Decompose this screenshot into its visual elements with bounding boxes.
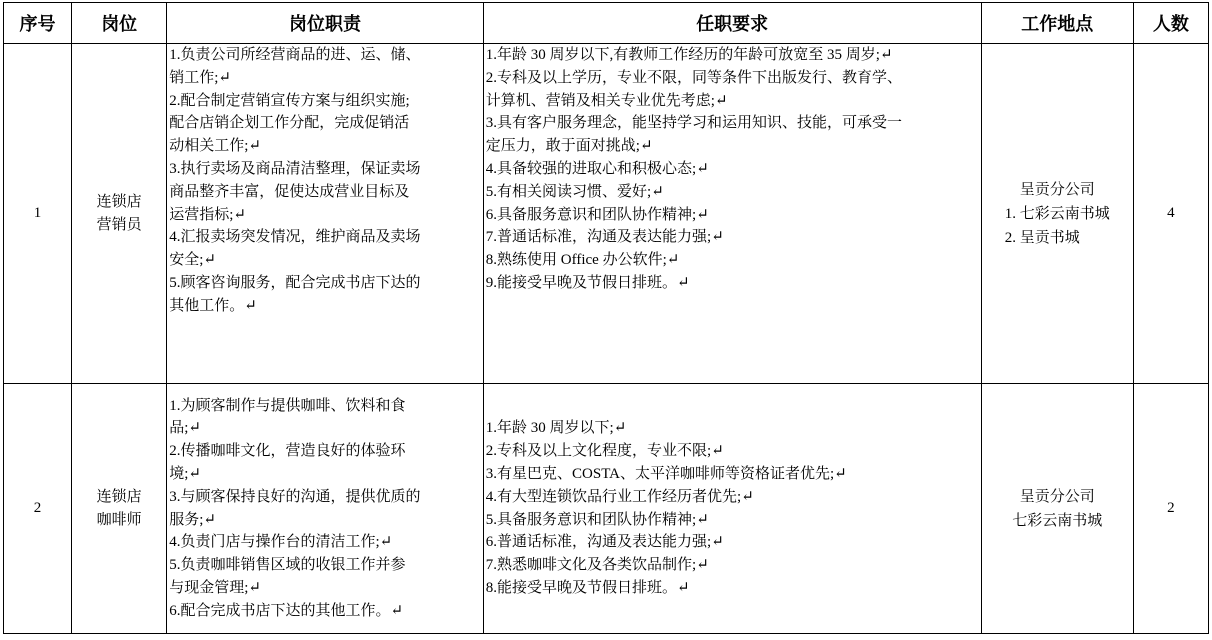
location-item: 1. 七彩云南书城	[1004, 205, 1110, 222]
row-post-name	[72, 44, 167, 384]
location-block	[1012, 485, 1102, 533]
header-count: 人数	[1133, 3, 1208, 44]
requirement-lines	[484, 44, 981, 295]
requirement-line: 7.熟悉咖啡文化及各类饮品制作;↵	[485, 557, 709, 574]
requirement-line: 9.能接受早晚及节假日排班。↵	[485, 274, 690, 291]
location-title: 呈贡分公司	[1019, 181, 1095, 198]
duty-lines	[167, 44, 483, 318]
location-title: 呈贡分公司	[1019, 488, 1095, 505]
requirement-line: 1.年龄 30 周岁以下,有教师工作经历的年龄可放宽至 35 周岁;↵	[485, 47, 893, 63]
duty-line: 安全;↵	[169, 252, 217, 269]
row-count: 2	[1133, 384, 1208, 634]
duty-line: 3.与顾客保持良好的沟通，提供优质的	[169, 488, 421, 505]
row-location	[981, 384, 1133, 634]
location-block	[1005, 178, 1110, 250]
row-requirement	[483, 384, 981, 634]
requirement-line: 8.能接受早晚及节假日排班。↵	[485, 579, 690, 596]
duty-line: 品;↵	[169, 420, 202, 437]
requirement-line: 5.具备服务意识和团队协作精神;↵	[485, 511, 709, 528]
table-header-row	[4, 3, 1209, 44]
duty-line: 服务;↵	[169, 511, 217, 528]
header-duty: 岗位职责	[167, 3, 484, 44]
location-item: 七彩云南书城	[1012, 512, 1103, 529]
requirement-line: 4.具备较强的进取心和积极心态;↵	[485, 160, 709, 177]
duty-line: 商品整齐丰富，促使达成营业目标及	[169, 183, 410, 200]
requirement-line: 5.有相关阅读习惯、爱好;↵	[485, 183, 664, 200]
row-number: 1	[4, 44, 72, 384]
duty-line: 2.传播咖啡文化，营造良好的体验环	[169, 443, 406, 460]
row-location	[981, 44, 1133, 384]
duty-line: 5.负责咖啡销售区域的收银工作并参	[169, 557, 406, 574]
location-item: 2. 呈贡书城	[1004, 229, 1080, 246]
requirement-line: 6.普通话标准，沟通及表达能力强;↵	[485, 534, 724, 551]
requirement-line: 4.有大型连锁饮品行业工作经历者优先;↵	[485, 488, 754, 505]
requirement-line: 7.普通话标准，沟通及表达能力强;↵	[485, 229, 724, 246]
duty-line: 境;↵	[169, 465, 202, 482]
post-label: 连锁店 咖啡师	[96, 489, 142, 528]
job-listing-table	[3, 2, 1209, 634]
table-row	[4, 44, 1209, 384]
duty-line: 配合店销企划工作分配，完成促销活	[169, 115, 410, 132]
requirement-line: 3.具有客户服务理念，能坚持学习和运用知识、技能，可承受一	[485, 115, 903, 132]
duty-line: 6.配合完成书店下达的其他工作。↵	[169, 602, 404, 619]
duty-line: 动相关工作;↵	[169, 138, 262, 155]
requirement-line: 2.专科及以上文化程度，专业不限;↵	[485, 443, 724, 460]
duty-lines	[167, 395, 483, 623]
table-row	[4, 384, 1209, 634]
row-post-name	[72, 384, 167, 634]
duty-line: 其他工作。↵	[169, 297, 257, 314]
row-duty	[167, 44, 484, 384]
duty-line: 5.顾客咨询服务，配合完成书店下达的	[169, 274, 421, 291]
header-location: 工作地点	[981, 3, 1133, 44]
requirement-line: 2.专科及以上学历，专业不限，同等条件下出版发行、教育学、	[485, 69, 903, 86]
duty-line: 2.配合制定营销宣传方案与组织实施;	[169, 92, 410, 109]
requirement-line: 6.具备服务意识和团队协作精神;↵	[485, 206, 709, 223]
duty-line: 1.负责公司所经营商品的进、运、储、	[169, 47, 421, 63]
requirement-line: 定压力，敢于面对挑战;↵	[485, 138, 653, 155]
header-requirement: 任职要求	[483, 3, 981, 44]
duty-line: 3.执行卖场及商品清洁整理，保证卖场	[169, 160, 421, 177]
header-post: 岗位	[72, 3, 167, 44]
duty-line: 运营指标;↵	[169, 206, 247, 223]
row-duty	[167, 384, 484, 634]
requirement-line: 1.年龄 30 周岁以下;↵	[485, 420, 627, 437]
requirement-line: 计算机、营销及相关专业优先考虑;↵	[485, 92, 728, 109]
duty-line: 4.负责门店与操作台的清洁工作;↵	[169, 534, 393, 551]
requirement-lines	[484, 417, 981, 599]
requirement-line: 3.有星巴克、COSTA、太平洋咖啡师等资格证者优先;↵	[485, 465, 847, 482]
row-count: 4	[1133, 44, 1208, 384]
requirement-line: 8.熟练使用 Office 办公软件;↵	[485, 252, 680, 269]
row-requirement	[483, 44, 981, 384]
row-number: 2	[4, 384, 72, 634]
duty-line: 1.为顾客制作与提供咖啡、饮料和食	[169, 397, 406, 414]
duty-line: 销工作;↵	[169, 69, 232, 86]
header-no: 序号	[4, 3, 72, 44]
post-label: 连锁店 营销员	[96, 194, 142, 233]
duty-line: 4.汇报卖场突发情况，维护商品及卖场	[169, 229, 421, 246]
duty-line: 与现金管理;↵	[169, 579, 262, 596]
